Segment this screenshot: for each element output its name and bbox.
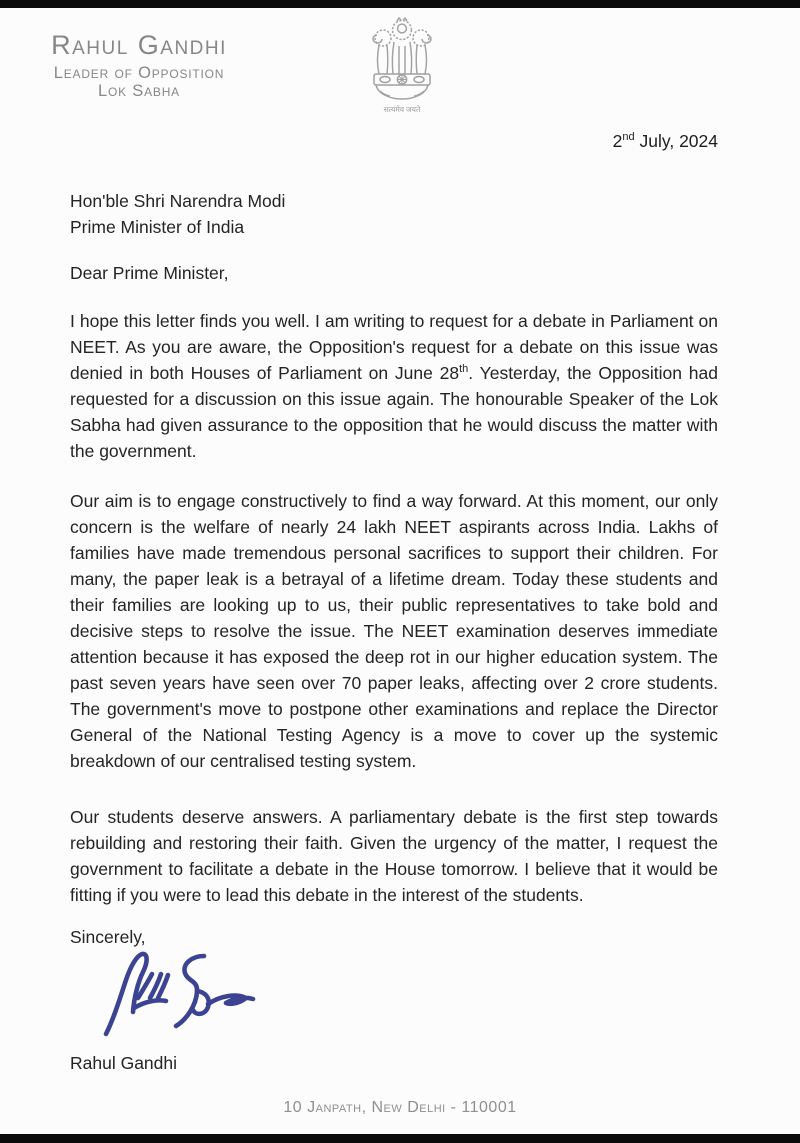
letterhead-house: Lok Sabha — [98, 82, 180, 100]
signer-name: Rahul Gandhi — [70, 1053, 178, 1073]
scan-edge-top — [0, 0, 800, 8]
letter-body — [70, 188, 718, 1076]
date-ordinal: nd — [622, 131, 635, 144]
rahul-gandhi-signature-icon — [100, 946, 260, 1038]
date-rest: July, 2024 — [634, 131, 718, 151]
recipient-name: Hon'ble Shri Narendra Modi — [70, 191, 286, 211]
recipient-block — [70, 188, 718, 240]
date-28-ordinal: th — [459, 363, 469, 376]
valediction: Sincerely, — [70, 927, 146, 947]
letterhead-role: Leader of Opposition — [53, 64, 225, 82]
scan-edge-bottom — [0, 1134, 800, 1143]
salutation: Dear Prime Minister, — [70, 263, 229, 283]
paragraph-1 — [70, 308, 718, 464]
paragraph-3: Our students deserve answers. A parliamentary debate is the first step towards rebuilding and restoring their faith. Given the urgency of the matter, I request the government to facilitate a debate in the House tomorrow. I believe that it would be fitting if you were to lead this debate in the interest of the students. — [70, 807, 718, 905]
letterhead-name: Rahul Gandhi — [51, 30, 227, 60]
paragraph-1-text: I hope this letter finds you well. I am writing to request for a debate in Parliament on NEET. As you are aware, the Opposition's request for a debate on this issue was denied in both Houses of Parliament on June 28 — [70, 311, 718, 383]
letterhead — [34, 30, 244, 100]
date-day: 2 — [612, 131, 623, 151]
footer-address: 10 Janpath, New Delhi - 110001 — [283, 1099, 517, 1116]
recipient-title: Prime Minister of India — [70, 217, 245, 237]
emblem-motto: सत्यमेव जयते — [383, 105, 421, 114]
paragraph-2: Our aim is to engage constructively to find a way forward. At this moment, our only concern is the welfare of nearly 24 lakh NEET aspirants across India. Lakhs of families have made tremendous personal sacrifices to support their children. For many, the paper leak is a betrayal of a lifetime dream. Today these students and their families are looking up to us, their public representatives to take bold and decisive steps to resolve the issue. The NEET examination deserves immediate attention because it has exposed the deep rot in our higher education system. The past seven years have seen over 70 paper leaks, affecting over 2 crore students. The government's move to postpone other examinations and replace the Director General of the National Testing Agency is a move to cover up the systemic breakdown of our centralised testing system. — [70, 491, 718, 771]
india-state-emblem-icon — [366, 12, 438, 118]
paragraph-1-text-cont: . Yesterday, the Opposition had requested for a discussion on this issue again. The honourable Speaker of the Lok Sabha had given assurance to the opposition that he would discuss the matter with the government. — [70, 363, 718, 461]
letter-date — [613, 131, 718, 152]
